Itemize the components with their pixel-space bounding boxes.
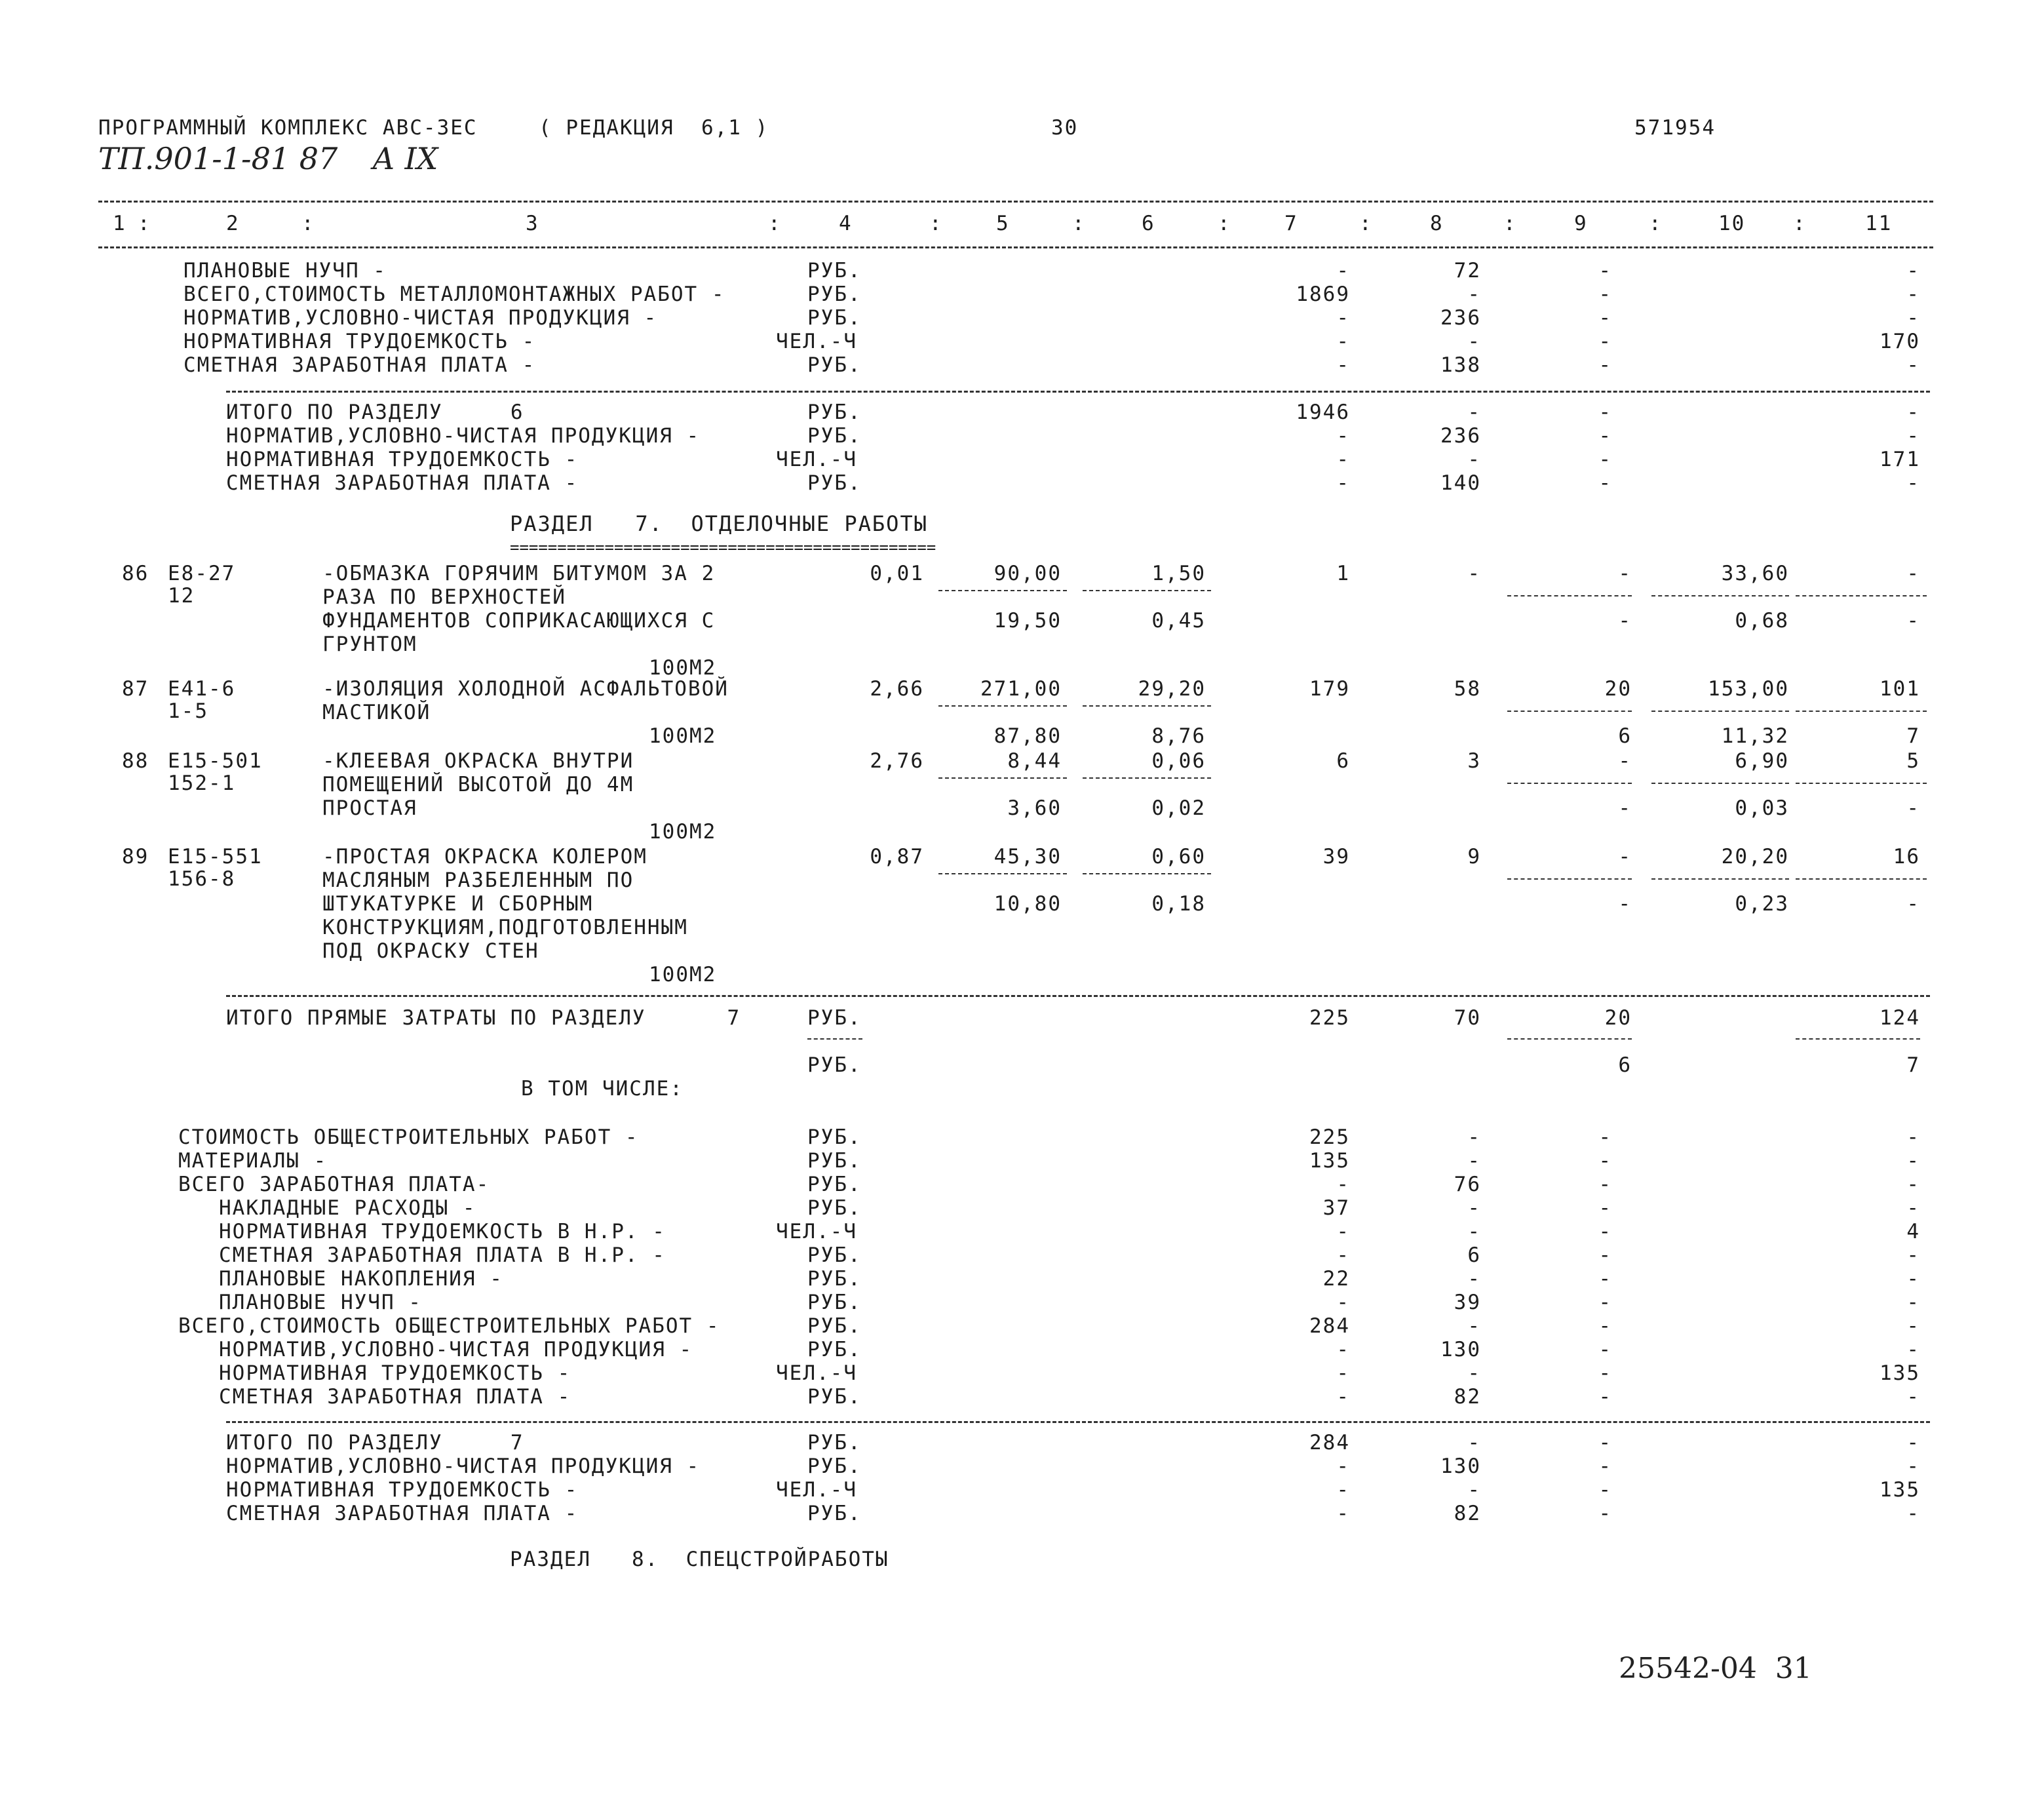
item-number: 86	[122, 562, 149, 585]
row-c11: 4	[1906, 1220, 1920, 1243]
row-unit: РУБ.	[807, 1338, 862, 1361]
row-label: ИТОГО ПО РАЗДЕЛУ 6	[226, 400, 524, 424]
row-c11: -	[1906, 306, 1920, 330]
item-c8: -	[1467, 562, 1481, 585]
item-c7: 179	[1309, 677, 1350, 701]
row-c8: -	[1467, 1478, 1481, 1502]
direct-costs-c9b: 6	[1618, 1053, 1632, 1077]
row-c9: -	[1598, 1196, 1612, 1220]
cell-rule	[1796, 595, 1927, 596]
row-c8: 76	[1454, 1173, 1481, 1196]
row-c9: -	[1598, 1125, 1612, 1149]
row-label: ПЛАНОВЫЕ НУЧП -	[178, 1291, 422, 1314]
item-c6-sub: 0,18	[1151, 892, 1206, 916]
row-c11: 135	[1880, 1361, 1920, 1385]
row-unit: РУБ.	[807, 1502, 862, 1525]
cell-rule	[1796, 783, 1927, 784]
row-c7: -	[1336, 424, 1350, 448]
row-c8: -	[1467, 1361, 1481, 1385]
row-unit: РУБ.	[807, 1243, 862, 1267]
row-label: НОРМАТИВ,УСЛОВНО-ЧИСТАЯ ПРОДУКЦИЯ -	[226, 424, 701, 448]
row-c9: -	[1598, 1502, 1612, 1525]
item-description-line: РАЗА ПО ВЕРХНОСТЕЙ	[322, 585, 566, 609]
cell-rule	[1083, 777, 1211, 779]
column-11: 11	[1865, 212, 1893, 235]
row-c11: -	[1906, 1314, 1920, 1338]
column-7: 7	[1284, 212, 1298, 235]
item-number: 87	[122, 677, 149, 701]
item-quantity: 0,87	[870, 845, 924, 869]
item-c6-sub: 0,45	[1151, 609, 1206, 633]
row-c8: 130	[1440, 1338, 1481, 1361]
item-unit: 100М2	[649, 656, 717, 680]
row-unit: РУБ.	[807, 353, 862, 377]
item-c11: 101	[1880, 677, 1920, 701]
cell-rule	[938, 705, 1067, 707]
row-c7: 284	[1309, 1431, 1350, 1454]
item-c10: 153,00	[1708, 677, 1789, 701]
row-unit: РУБ.	[807, 1385, 862, 1409]
row-c8: -	[1467, 1267, 1481, 1291]
row-c9: -	[1598, 1314, 1612, 1338]
column-4: 4	[839, 212, 853, 235]
row-label: НОРМАТИВ,УСЛОВНО-ЧИСТАЯ ПРОДУКЦИЯ -	[183, 306, 658, 330]
row-c9: -	[1598, 1454, 1612, 1478]
handwritten-footer-code: 25542-04 31	[1619, 1652, 1812, 1685]
item-description-line: КОНСТРУКЦИЯМ,ПОДГОТОВЛЕННЫМ	[322, 916, 688, 939]
row-c11: -	[1906, 1431, 1920, 1454]
cell-rule	[1651, 595, 1789, 596]
row-c11: -	[1906, 1243, 1920, 1267]
item-quantity: 0,01	[870, 562, 924, 585]
column-5: 5	[996, 212, 1010, 235]
direct-costs-c11: 124	[1880, 1006, 1920, 1030]
row-c7: -	[1336, 1385, 1350, 1409]
row-c8: 82	[1454, 1385, 1481, 1409]
row-c11: -	[1906, 1454, 1920, 1478]
row-c8: -	[1467, 283, 1481, 306]
item-c10-sub: 0,03	[1735, 796, 1789, 820]
row-c9: -	[1598, 1338, 1612, 1361]
item-description-line: ПОД ОКРАСКУ СТЕН	[322, 939, 539, 963]
row-unit: РУБ.	[807, 259, 862, 283]
item-code-sub: 1-5	[168, 699, 208, 723]
row-c11: -	[1906, 1149, 1920, 1173]
row-c11: -	[1906, 283, 1920, 306]
column-8: 8	[1430, 212, 1444, 235]
direct-costs-unit2: РУБ.	[807, 1053, 862, 1077]
row-c7: -	[1336, 448, 1350, 471]
row-c11: -	[1906, 1502, 1920, 1525]
row-c7: 1946	[1296, 400, 1350, 424]
row-c8: -	[1467, 1314, 1481, 1338]
column-1: 1	[113, 212, 126, 235]
direct-costs-c11b: 7	[1906, 1053, 1920, 1077]
item-c10-sub: 11,32	[1721, 724, 1789, 748]
direct-costs-c8: 70	[1454, 1006, 1481, 1030]
cell-rule	[1083, 873, 1211, 874]
row-c7: -	[1336, 1454, 1350, 1478]
row-label: ВСЕГО ЗАРАБОТНАЯ ПЛАТА-	[178, 1173, 490, 1196]
item-code-sub: 12	[168, 584, 195, 608]
row-c11: -	[1906, 400, 1920, 424]
direct-costs-rule	[226, 995, 1930, 997]
row-c8: -	[1467, 330, 1481, 353]
item-unit: 100М2	[649, 724, 717, 748]
row-c8: -	[1467, 1220, 1481, 1243]
row-c7: -	[1336, 306, 1350, 330]
row-c7: -	[1336, 1291, 1350, 1314]
row-unit: ЧЕЛ.-Ч	[776, 1220, 857, 1243]
row-c7: -	[1336, 1338, 1350, 1361]
row-c8: 236	[1440, 424, 1481, 448]
row-c7: -	[1336, 1502, 1350, 1525]
row-c9: -	[1598, 1243, 1612, 1267]
row-label: НОРМАТИВНАЯ ТРУДОЕМКОСТЬ -	[178, 1361, 571, 1385]
row-c9: -	[1598, 1431, 1612, 1454]
page-number: 30	[1051, 116, 1079, 140]
row-label: ИТОГО ПО РАЗДЕЛУ 7	[226, 1431, 524, 1454]
row-c8: 138	[1440, 353, 1481, 377]
row-unit: РУБ.	[807, 1291, 862, 1314]
cell-rule	[1507, 711, 1632, 712]
row-label: НОРМАТИВНАЯ ТРУДОЕМКОСТЬ -	[226, 448, 579, 471]
row-c8: 236	[1440, 306, 1481, 330]
row-c11: -	[1906, 1291, 1920, 1314]
item-c11-sub: -	[1906, 892, 1920, 916]
row-c11: -	[1906, 1173, 1920, 1196]
column-3: 3	[526, 212, 539, 235]
row-c11: 170	[1880, 330, 1920, 353]
item-c7: 1	[1336, 562, 1350, 585]
item-code: Е41-6	[168, 677, 236, 701]
row-c7: -	[1336, 471, 1350, 495]
row-c7: 135	[1309, 1149, 1350, 1173]
row-c11: -	[1906, 424, 1920, 448]
row-c9: -	[1598, 1267, 1612, 1291]
item-code: Е8-27	[168, 562, 236, 585]
item-c11: 16	[1893, 845, 1920, 869]
row-label: СМЕТНАЯ ЗАРАБОТНАЯ ПЛАТА -	[178, 1385, 571, 1409]
section7-title-underline: =============================================	[510, 538, 936, 556]
item-c9-sub: 6	[1618, 724, 1632, 748]
item-c9: -	[1618, 749, 1632, 773]
row-unit: РУБ.	[807, 1431, 862, 1454]
column-10: 10	[1718, 212, 1746, 235]
row-c11: 171	[1880, 448, 1920, 471]
cell-rule	[1083, 705, 1211, 707]
item-c11-sub: -	[1906, 796, 1920, 820]
row-unit: РУБ.	[807, 1149, 862, 1173]
item-c5: 45,30	[993, 845, 1062, 869]
item-quantity: 2,76	[870, 749, 924, 773]
row-unit: РУБ.	[807, 1196, 862, 1220]
item-unit: 100М2	[649, 820, 717, 844]
row-c9: -	[1598, 353, 1612, 377]
item-description-line: ШТУКАТУРКЕ И СБОРНЫМ	[322, 892, 594, 916]
item-description-line: МАСТИКОЙ	[322, 701, 431, 724]
item-c5-sub: 19,50	[993, 609, 1062, 633]
row-c9: -	[1598, 283, 1612, 306]
item-description-line: ПРОСТАЯ	[322, 796, 417, 820]
row-c7: 22	[1322, 1267, 1350, 1291]
row-c7: 225	[1309, 1125, 1350, 1149]
item-c6: 0,60	[1151, 845, 1206, 869]
item-code: Е15-551	[168, 845, 263, 869]
item-description-line: ПОМЕЩЕНИЙ ВЫСОТОЙ ДО 4М	[322, 773, 634, 796]
cell-rule	[938, 590, 1067, 591]
row-c8: 6	[1467, 1243, 1481, 1267]
item-code-sub: 152-1	[168, 771, 236, 795]
row-c11: -	[1906, 259, 1920, 283]
row-c7: 37	[1322, 1196, 1350, 1220]
row-c11: -	[1906, 1196, 1920, 1220]
row-label: НОРМАТИВНАЯ ТРУДОЕМКОСТЬ В Н.Р. -	[178, 1220, 666, 1243]
item-number: 88	[122, 749, 149, 773]
row-label: ПЛАНОВЫЕ НУЧП -	[183, 259, 387, 283]
row-c9: -	[1598, 1291, 1612, 1314]
row-label: СТОИМОСТЬ ОБЩЕСТРОИТЕЛЬНЫХ РАБОТ -	[178, 1125, 639, 1149]
item-c5: 271,00	[980, 677, 1062, 701]
cell-rule	[938, 777, 1067, 779]
row-c7: -	[1336, 1361, 1350, 1385]
row-c8: 39	[1454, 1291, 1481, 1314]
item-c5-sub: 10,80	[993, 892, 1062, 916]
cell-rule	[1507, 595, 1632, 596]
item-c10: 6,90	[1735, 749, 1789, 773]
item-c5: 90,00	[993, 562, 1062, 585]
section6-rule	[226, 391, 1930, 393]
row-c9: -	[1598, 330, 1612, 353]
cell-rule	[1651, 711, 1789, 712]
item-code: Е15-501	[168, 749, 263, 773]
item-c6: 1,50	[1151, 562, 1206, 585]
row-c7: -	[1336, 1220, 1350, 1243]
item-c8: 58	[1454, 677, 1481, 701]
item-c11-sub: -	[1906, 609, 1920, 633]
row-c9: -	[1598, 424, 1612, 448]
row-unit: ЧЕЛ.-Ч	[776, 1478, 857, 1502]
document-code: 571954	[1634, 116, 1716, 140]
row-label: ПЛАНОВЫЕ НАКОПЛЕНИЯ -	[178, 1267, 503, 1291]
row-label: НОРМАТИВНАЯ ТРУДОЕМКОСТЬ -	[183, 330, 536, 353]
row-unit: РУБ.	[807, 1454, 862, 1478]
row-unit: РУБ.	[807, 1267, 862, 1291]
item-c9-sub: -	[1618, 796, 1632, 820]
row-c9: -	[1598, 1478, 1612, 1502]
row-c9: -	[1598, 400, 1612, 424]
item-description-line: ФУНДАМЕНТОВ СОПРИКАСАЮЩИХСЯ С	[322, 609, 716, 633]
item-c8: 9	[1467, 845, 1481, 869]
row-unit: ЧЕЛ.-Ч	[776, 448, 857, 471]
row-c8: -	[1467, 1149, 1481, 1173]
cell-rule	[1796, 711, 1927, 712]
item-c9: -	[1618, 562, 1632, 585]
row-c11: -	[1906, 1125, 1920, 1149]
row-c11: -	[1906, 1267, 1920, 1291]
row-c9: -	[1598, 1149, 1612, 1173]
item-c5-sub: 3,60	[1007, 796, 1062, 820]
item-unit: 100М2	[649, 963, 717, 986]
item-c5-sub: 87,80	[993, 724, 1062, 748]
row-label: СМЕТНАЯ ЗАРАБОТНАЯ ПЛАТА В Н.Р. -	[178, 1243, 666, 1267]
row-c7: 284	[1309, 1314, 1350, 1338]
item-number: 89	[122, 845, 149, 869]
row-c11: -	[1906, 471, 1920, 495]
row-c7: -	[1336, 1243, 1350, 1267]
row-c9: -	[1598, 1173, 1612, 1196]
row-unit: РУБ.	[807, 471, 862, 495]
row-c9: -	[1598, 306, 1612, 330]
row-c11: -	[1906, 1385, 1920, 1409]
row-c8: -	[1467, 1431, 1481, 1454]
cell-rule	[1651, 783, 1789, 784]
row-label: ВСЕГО,СТОИМОСТЬ ОБЩЕСТРОИТЕЛЬНЫХ РАБОТ -	[178, 1314, 720, 1338]
item-c10-sub: 0,68	[1735, 609, 1789, 633]
item-c9: -	[1618, 845, 1632, 869]
item-c6: 29,20	[1138, 677, 1206, 701]
row-unit: РУБ.	[807, 1173, 862, 1196]
row-c9: -	[1598, 471, 1612, 495]
edition: ( РЕДАКЦИЯ 6,1 )	[539, 116, 769, 140]
row-label: ВСЕГО,СТОИМОСТЬ МЕТАЛЛОМОНТАЖНЫХ РАБОТ -	[183, 283, 725, 306]
section7-title: РАЗДЕЛ 7. ОТДЕЛОЧНЫЕ РАБОТЫ	[510, 511, 928, 536]
row-unit: РУБ.	[807, 283, 862, 306]
item-quantity: 2,66	[870, 677, 924, 701]
row-c7: -	[1336, 259, 1350, 283]
row-label: СМЕТНАЯ ЗАРАБОТНАЯ ПЛАТА -	[183, 353, 536, 377]
program-name: ПРОГРАММНЫЙ КОМПЛЕКС АВС-ЗЕС	[98, 116, 478, 140]
item-c10: 20,20	[1721, 845, 1789, 869]
row-unit: РУБ.	[807, 306, 862, 330]
row-c7: -	[1336, 1478, 1350, 1502]
item-code-sub: 156-8	[168, 867, 236, 891]
item-description-line: МАСЛЯНЫМ РАЗБЕЛЕННЫМ ПО	[322, 869, 634, 892]
item-description-line: -ПРОСТАЯ ОКРАСКА КОЛЕРОМ	[322, 845, 647, 869]
handwritten-project: ТП.901-1-81 87	[98, 141, 338, 176]
row-unit: ЧЕЛ.-Ч	[776, 1361, 857, 1385]
row-c11: 135	[1880, 1478, 1920, 1502]
item-c5: 8,44	[1007, 749, 1062, 773]
header-rule-bottom	[98, 246, 1933, 248]
item-c6-sub: 0,02	[1151, 796, 1206, 820]
item-c6: 0,06	[1151, 749, 1206, 773]
item-description-line: -ОБМАЗКА ГОРЯЧИМ БИТУМОМ ЗА 2	[322, 562, 716, 585]
section8-title: РАЗДЕЛ 8. СПЕЦСТРОЙРАБОТЫ	[510, 1548, 889, 1571]
cell-rule	[1651, 878, 1789, 880]
row-c9: -	[1598, 1220, 1612, 1243]
column-6: 6	[1142, 212, 1155, 235]
item-c8: 3	[1467, 749, 1481, 773]
item-c7: 39	[1322, 845, 1350, 869]
item-c11: 5	[1906, 749, 1920, 773]
item-c9-sub: -	[1618, 892, 1632, 916]
row-c7: -	[1336, 1173, 1350, 1196]
direct-costs-unit: РУБ.	[807, 1006, 862, 1030]
row-c11: -	[1906, 1338, 1920, 1361]
cell-rule	[1796, 878, 1927, 880]
row-c8: 140	[1440, 471, 1481, 495]
section7-rule	[226, 1421, 1930, 1423]
item-c7: 6	[1336, 749, 1350, 773]
cell-rule	[1507, 783, 1632, 784]
row-label: СМЕТНАЯ ЗАРАБОТНАЯ ПЛАТА -	[226, 471, 579, 495]
row-label: СМЕТНАЯ ЗАРАБОТНАЯ ПЛАТА -	[226, 1502, 579, 1525]
row-c8: -	[1467, 1125, 1481, 1149]
direct-costs-c7: 225	[1309, 1006, 1350, 1030]
item-description-line: -КЛЕЕВАЯ ОКРАСКА ВНУТРИ	[322, 749, 634, 773]
row-c8: -	[1467, 448, 1481, 471]
item-c11-sub: 7	[1906, 724, 1920, 748]
row-c7: -	[1336, 330, 1350, 353]
cell-rule	[1083, 590, 1211, 591]
row-label: НОРМАТИВ,УСЛОВНО-ЧИСТАЯ ПРОДУКЦИЯ -	[226, 1454, 701, 1478]
cell-rule	[1507, 878, 1632, 880]
row-unit: РУБ.	[807, 400, 862, 424]
row-c9: -	[1598, 448, 1612, 471]
row-unit: РУБ.	[807, 424, 862, 448]
row-unit: ЧЕЛ.-Ч	[776, 330, 857, 353]
row-label: МАТЕРИАЛЫ -	[178, 1149, 328, 1173]
including-label: В ТОМ ЧИСЛЕ:	[521, 1077, 684, 1101]
row-c8: 130	[1440, 1454, 1481, 1478]
item-c9-sub: -	[1618, 609, 1632, 633]
direct-costs-label: ИТОГО ПРЯМЫЕ ЗАТРАТЫ ПО РАЗДЕЛУ 7	[226, 1006, 741, 1030]
row-c8: -	[1467, 400, 1481, 424]
row-c7: 1869	[1296, 283, 1350, 306]
row-c8: 72	[1454, 259, 1481, 283]
row-c8: -	[1467, 1196, 1481, 1220]
row-c9: -	[1598, 259, 1612, 283]
handwritten-album: А IX	[372, 141, 438, 176]
item-c11: -	[1906, 562, 1920, 585]
item-description-line: -ИЗОЛЯЦИЯ ХОЛОДНОЙ АСФАЛЬТОВОЙ	[322, 677, 729, 701]
row-unit: РУБ.	[807, 1314, 862, 1338]
column-2: 2	[226, 212, 240, 235]
item-c9: 20	[1604, 677, 1632, 701]
row-c9: -	[1598, 1385, 1612, 1409]
cell-rule	[938, 873, 1067, 874]
item-c6-sub: 8,76	[1151, 724, 1206, 748]
row-label: НОРМАТИВНАЯ ТРУДОЕМКОСТЬ -	[226, 1478, 579, 1502]
item-description-line: ГРУНТОМ	[322, 633, 417, 656]
item-c10-sub: 0,23	[1735, 892, 1789, 916]
direct-costs-c9: 20	[1604, 1006, 1632, 1030]
row-c11: -	[1906, 353, 1920, 377]
row-c8: 82	[1454, 1502, 1481, 1525]
row-c7: -	[1336, 353, 1350, 377]
row-label: НАКЛАДНЫЕ РАСХОДЫ -	[178, 1196, 476, 1220]
column-9: 9	[1574, 212, 1588, 235]
row-label: НОРМАТИВ,УСЛОВНО-ЧИСТАЯ ПРОДУКЦИЯ -	[178, 1338, 693, 1361]
header-rule-top	[98, 201, 1933, 203]
row-unit: РУБ.	[807, 1125, 862, 1149]
item-c10: 33,60	[1721, 562, 1789, 585]
row-c9: -	[1598, 1361, 1612, 1385]
